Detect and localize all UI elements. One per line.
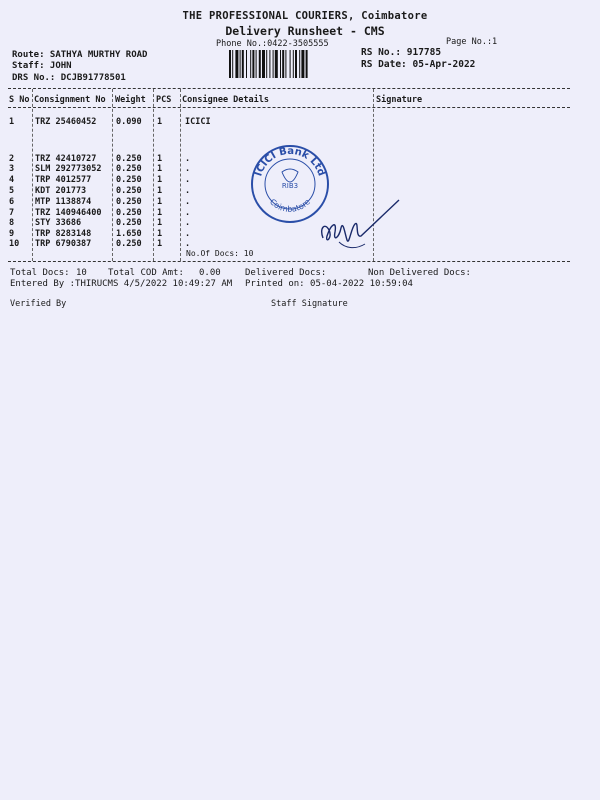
svg-text:Coimbatore <box>268 197 312 214</box>
cell-consignee: . <box>185 218 191 228</box>
column-divider <box>153 89 154 261</box>
rs-date: RS Date: 05-Apr-2022 <box>361 59 476 70</box>
top-rule <box>8 88 570 89</box>
cell-consignee: . <box>185 175 191 185</box>
cell-consignee: . <box>185 154 191 164</box>
cell-consignment: TRZ 25460452 <box>35 117 97 127</box>
cell-sno: 1 <box>9 117 15 127</box>
cell-sno: 6 <box>9 197 15 207</box>
verified-by: Verified By <box>10 299 67 309</box>
cell-sno: 7 <box>9 208 15 218</box>
cell-sno: 4 <box>9 175 15 185</box>
cell-weight: 0.090 <box>116 117 142 127</box>
no-of-docs: No.Of Docs: 10 <box>186 249 254 258</box>
entered-by: Entered By :THIRUCMS 4/5/2022 10:49:27 AM <box>10 279 233 289</box>
cell-pcs: 1 <box>157 218 163 228</box>
drs-number: DRS No.: DCJB91778501 <box>12 73 126 83</box>
total-docs-value: 10 <box>76 268 87 278</box>
stamp-line2: RIB3 <box>281 182 299 190</box>
cell-consignment: TRZ 42410727 <box>35 154 97 164</box>
col-header-consignee: Consignee Details <box>182 95 269 105</box>
col-header-signature: Signature <box>376 95 423 105</box>
rs-number: RS No.: 917785 <box>361 47 442 58</box>
cell-consignee: . <box>185 186 191 196</box>
cell-sno: 5 <box>9 186 15 196</box>
cell-consignee: ICICI <box>185 117 211 127</box>
cell-consignment: MTP 1138874 <box>35 197 92 207</box>
cell-weight: 0.250 <box>116 164 142 174</box>
cell-consignment: TRP 6790387 <box>35 239 92 249</box>
stamp-line1: ICICI Bank Ltd <box>253 145 327 178</box>
staff: Staff: JOHN <box>12 61 72 71</box>
cell-consignment: TRP 8283148 <box>35 229 92 239</box>
col-header-consignment: Consignment No <box>34 95 106 105</box>
barcode <box>229 50 335 78</box>
cell-sno: 10 <box>9 239 20 249</box>
total-docs-label: Total Docs: <box>10 268 70 278</box>
cell-consignment: KDT 201773 <box>35 186 87 196</box>
cell-sno: 9 <box>9 229 15 239</box>
cell-weight: 0.250 <box>116 175 142 185</box>
cell-weight: 0.250 <box>116 208 142 218</box>
cell-consignee: . <box>185 239 191 249</box>
cell-weight: 0.250 <box>116 218 142 228</box>
total-cod-label: Total COD Amt: <box>108 268 184 278</box>
column-divider <box>32 89 33 261</box>
cell-pcs: 1 <box>157 229 163 239</box>
cell-pcs: 1 <box>157 186 163 196</box>
cell-consignee: . <box>185 164 191 174</box>
non-delivered-docs: Non Delivered Docs: <box>368 268 471 278</box>
cell-pcs: 1 <box>157 154 163 164</box>
handwritten-signature <box>315 198 405 258</box>
cell-weight: 1.650 <box>116 229 142 239</box>
staff-signature-label: Staff Signature <box>271 299 348 309</box>
cell-sno: 2 <box>9 154 15 164</box>
svg-text:ICICI Bank Ltd <box>253 146 327 178</box>
cell-pcs: 1 <box>157 117 163 127</box>
col-header-pcs: PCS <box>156 95 172 105</box>
cell-weight: 0.250 <box>116 186 142 196</box>
cell-consignee: . <box>185 229 191 239</box>
cell-consignment: SLM 292773052 <box>35 164 102 174</box>
total-cod-value: 0.00 <box>199 268 221 278</box>
cell-pcs: 1 <box>157 164 163 174</box>
header-rule <box>8 107 570 108</box>
column-divider <box>112 89 113 261</box>
page-number: Page No.:1 <box>446 37 498 47</box>
delivered-docs: Delivered Docs: <box>245 268 327 278</box>
cell-consignee: . <box>185 208 191 218</box>
cell-consignee: . <box>185 197 191 207</box>
cell-pcs: 1 <box>157 239 163 249</box>
cell-consignment: TRP 4012577 <box>35 175 92 185</box>
document-title: Delivery Runsheet - CMS <box>225 24 385 38</box>
column-divider <box>180 89 181 261</box>
cell-weight: 0.250 <box>116 197 142 207</box>
cell-consignment: TRZ 140946400 <box>35 208 102 218</box>
phone-number: Phone No.:0422-3505555 <box>216 39 329 49</box>
cell-sno: 8 <box>9 218 15 228</box>
cell-sno: 3 <box>9 164 15 174</box>
bottom-rule <box>8 261 570 262</box>
route: Route: SATHYA MURTHY ROAD <box>12 50 148 60</box>
cell-pcs: 1 <box>157 175 163 185</box>
col-header-sno: S No <box>9 95 30 105</box>
cell-weight: 0.250 <box>116 239 142 249</box>
cell-weight: 0.250 <box>116 154 142 164</box>
stamp-line3: Coimbatore <box>267 197 313 214</box>
company-title: THE PROFESSIONAL COURIERS, Coimbatore <box>182 10 428 22</box>
col-header-weight: Weight <box>115 95 146 105</box>
cell-pcs: 1 <box>157 208 163 218</box>
cell-pcs: 1 <box>157 197 163 207</box>
cell-consignment: STY 33686 <box>35 218 82 228</box>
printed-on: Printed on: 05-04-2022 10:59:04 <box>245 279 413 289</box>
